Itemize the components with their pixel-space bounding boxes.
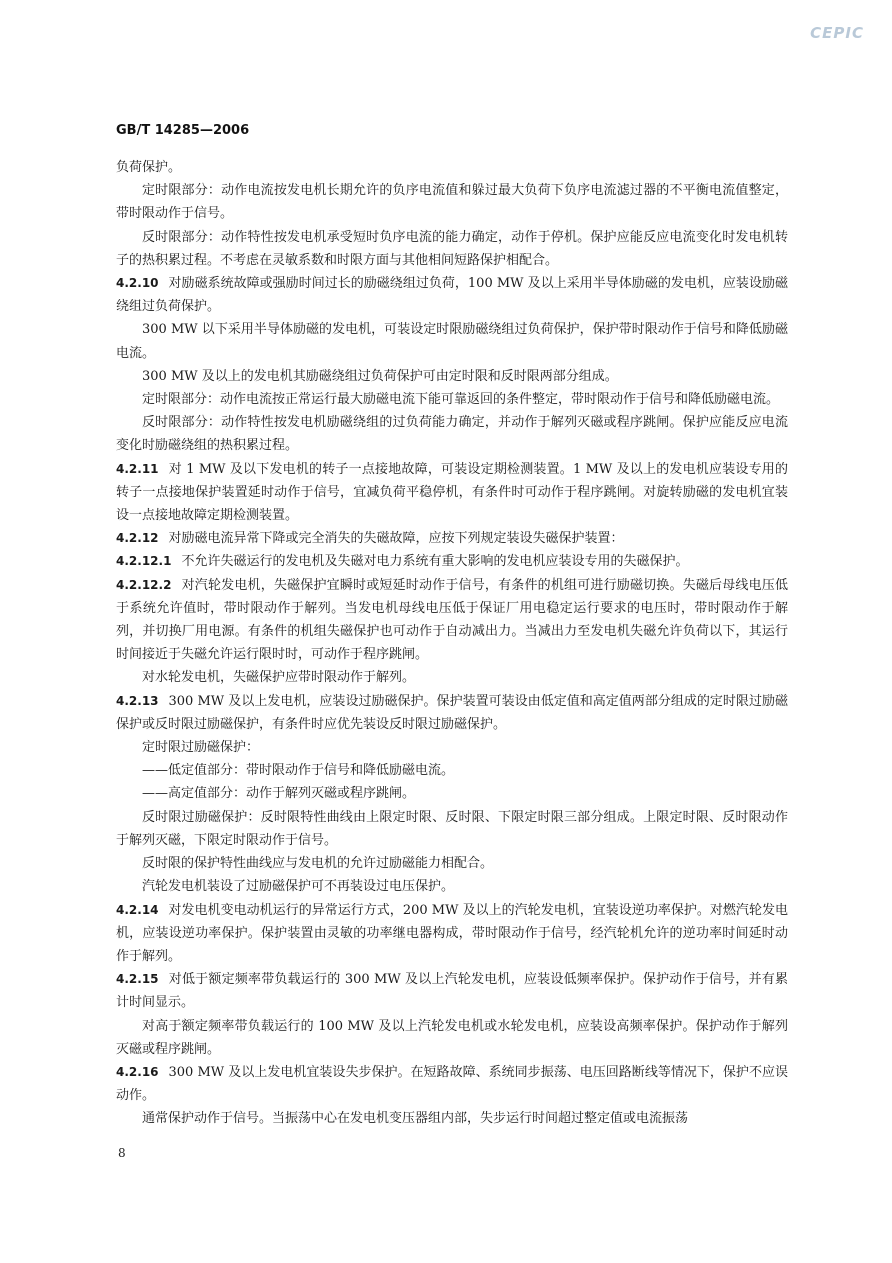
body-paragraph [116, 759, 788, 782]
body-paragraph [116, 388, 788, 411]
clause-paragraph [116, 968, 788, 1014]
clause-paragraph [116, 1061, 788, 1107]
paragraph-text: 对低于额定频率带负载运行的 300 MW 及以上汽轮发电机，应装设低频率保护。保护动作于信号，并有累计时间显示。 [116, 972, 788, 1011]
paragraph-text: 300 MW 以下采用半导体励磁的发电机，可装设定时限励磁绕组过负荷保护，保护带时限动作于信号和降低励磁电流。 [116, 322, 788, 361]
clause-number: 4.2.14 [116, 902, 159, 917]
clause-number: 4.2.11 [116, 461, 159, 476]
cepic-logo: CEPIC [810, 24, 864, 42]
clause-paragraph [116, 527, 788, 550]
body-paragraph [116, 318, 788, 364]
paragraph-text: 对励磁系统故障或强励时间过长的励磁绕组过负荷，100 MW 及以上采用半导体励磁的发电机，应装设励磁绕组过负荷保护。 [116, 276, 788, 315]
body-paragraph [116, 156, 788, 179]
paragraph-text: 反时限部分：动作特性按发电机承受短时负序电流的能力确定，动作于停机。保护应能反应电流变化时发电机转子的热积累过程。不考虑在灵敏系数和时限方面与其他相间短路保护相配合。 [116, 229, 788, 268]
body-paragraph [116, 736, 788, 759]
clause-number: 4.2.12.1 [116, 554, 172, 569]
paragraph-text: 定时限部分：动作电流按发电机长期允许的负序电流值和躲过最大负荷下负序电流滤过器的不平衡电流值整定，带时限动作于信号。 [116, 183, 788, 222]
clause-number: 4.2.12.2 [116, 577, 172, 592]
body-paragraph [116, 806, 788, 852]
body-paragraph [116, 365, 788, 388]
document-body [116, 156, 788, 1131]
clause-number: 4.2.10 [116, 276, 159, 291]
standard-code: GB/T 14285—2006 [116, 123, 250, 138]
paragraph-text: 不允许失磁运行的发电机及失磁对电力系统有重大影响的发电机应装设专用的失磁保护。 [181, 554, 689, 570]
clause-paragraph [116, 458, 788, 528]
body-paragraph [116, 411, 788, 457]
paragraph-text: 反时限的保护特性曲线应与发电机的允许过励磁能力相配合。 [142, 856, 494, 872]
body-paragraph [116, 666, 788, 689]
paragraph-text: 300 MW 及以上发电机宜装设失步保护。在短路故障、系统同步振荡、电压回路断线等情况下，保护不应误动作。 [116, 1064, 788, 1104]
body-paragraph [116, 852, 788, 875]
paragraph-text: 定时限过励磁保护： [142, 740, 260, 756]
clause-paragraph [116, 272, 788, 318]
paragraph-text: 汽轮发电机装设了过励磁保护可不再装设过电压保护。 [142, 879, 455, 895]
paragraph-text: 300 MW 及以上发电机，应装设过励磁保护。保护装置可装设由低定值和高定值两部分组成的定时限过励磁保护或反时限过励磁保护，有条件时应优先装设反时限过励磁保护。 [116, 693, 788, 732]
paragraph-text: 反时限过励磁保护：反时限特性曲线由上限定时限、反时限、下限定时限三部分组成。上限定时限、反时限动作于解列灭磁，下限定时限动作于信号。 [116, 809, 788, 848]
clause-paragraph [116, 574, 788, 667]
paragraph-text: 对水轮发电机，失磁保护应带时限动作于解列。 [142, 670, 416, 686]
paragraph-text: 负荷保护。 [116, 160, 182, 175]
paragraph-text: 300 MW 及以上的发电机其励磁绕组过负荷保护可由定时限和反时限两部分组成。 [142, 368, 618, 384]
paragraph-text: 对 1 MW 及以下发电机的转子一点接地故障，可装设定期检测装置。1 MW 及以上的发电机应装设专用的转子一点接地保护装置延时动作于信号，宜减负荷平稳停机，有条件时可动作于程序跳闸。对旋转励磁的发电机宜装设一点接地故障定期检测装置。 [116, 461, 788, 524]
clause-paragraph [116, 690, 788, 736]
paragraph-text: 定时限部分：动作电流按正常运行最大励磁电流下能可靠返回的条件整定，带时限动作于信号和降低励磁电流。 [142, 392, 780, 408]
clause-number: 4.2.15 [116, 972, 159, 987]
body-paragraph [116, 1107, 788, 1130]
paragraph-text: ——高定值部分：动作于解列灭磁或程序跳闸。 [142, 786, 416, 802]
paragraph-text: 反时限部分：动作特性按发电机励磁绕组的过负荷能力确定，并动作于解列灭磁或程序跳闸。保护应能反应电流变化时励磁绕组的热积累过程。 [116, 415, 788, 454]
body-paragraph [116, 1015, 788, 1061]
paragraph-text: 通常保护动作于信号。当振荡中心在发电机变压器组内部，失步运行时间超过整定值或电流振荡 [142, 1111, 689, 1127]
clause-number: 4.2.12 [116, 531, 159, 546]
paragraph-text: 对励磁电流异常下降或完全消失的失磁故障，应按下列规定装设失磁保护装置： [168, 531, 624, 547]
paragraph-text: 对汽轮发电机，失磁保护宜瞬时或短延时动作于信号，有条件的机组可进行励磁切换。失磁后母线电压低于系统允许值时，带时限动作于解列。当发电机母线电压低于保证厂用电稳定运行要求的电压时，带时限动作于解列，并切换厂用电源。有条件的机组失磁保护也可动作于自动减出力。当减出力至发电机失磁允许负荷以下，其运行时间接近于失磁允许运行限时时，可动作于程序跳闸。 [116, 577, 788, 663]
body-paragraph [116, 875, 788, 898]
page-number: 8 [118, 1146, 126, 1160]
body-paragraph [116, 226, 788, 272]
clause-paragraph [116, 550, 788, 573]
clause-number: 4.2.16 [116, 1064, 159, 1079]
body-paragraph [116, 179, 788, 225]
clause-number: 4.2.13 [116, 693, 159, 708]
body-paragraph [116, 782, 788, 805]
clause-paragraph [116, 899, 788, 969]
paragraph-text: 对发电机变电动机运行的异常运行方式，200 MW 及以上的汽轮发电机，宜装设逆功率保护。对燃汽轮发电机，应装设逆功率保护。保护装置由灵敏的功率继电器构成，带时限动作于信号，经汽轮机允许的逆功率时间延时动作于解列。 [116, 902, 788, 964]
paragraph-text: ——低定值部分：带时限动作于信号和降低励磁电流。 [142, 763, 455, 779]
paragraph-text: 对高于额定频率带负载运行的 100 MW 及以上汽轮发电机或水轮发电机，应装设高频率保护。保护动作于解列灭磁或程序跳闸。 [116, 1018, 788, 1057]
